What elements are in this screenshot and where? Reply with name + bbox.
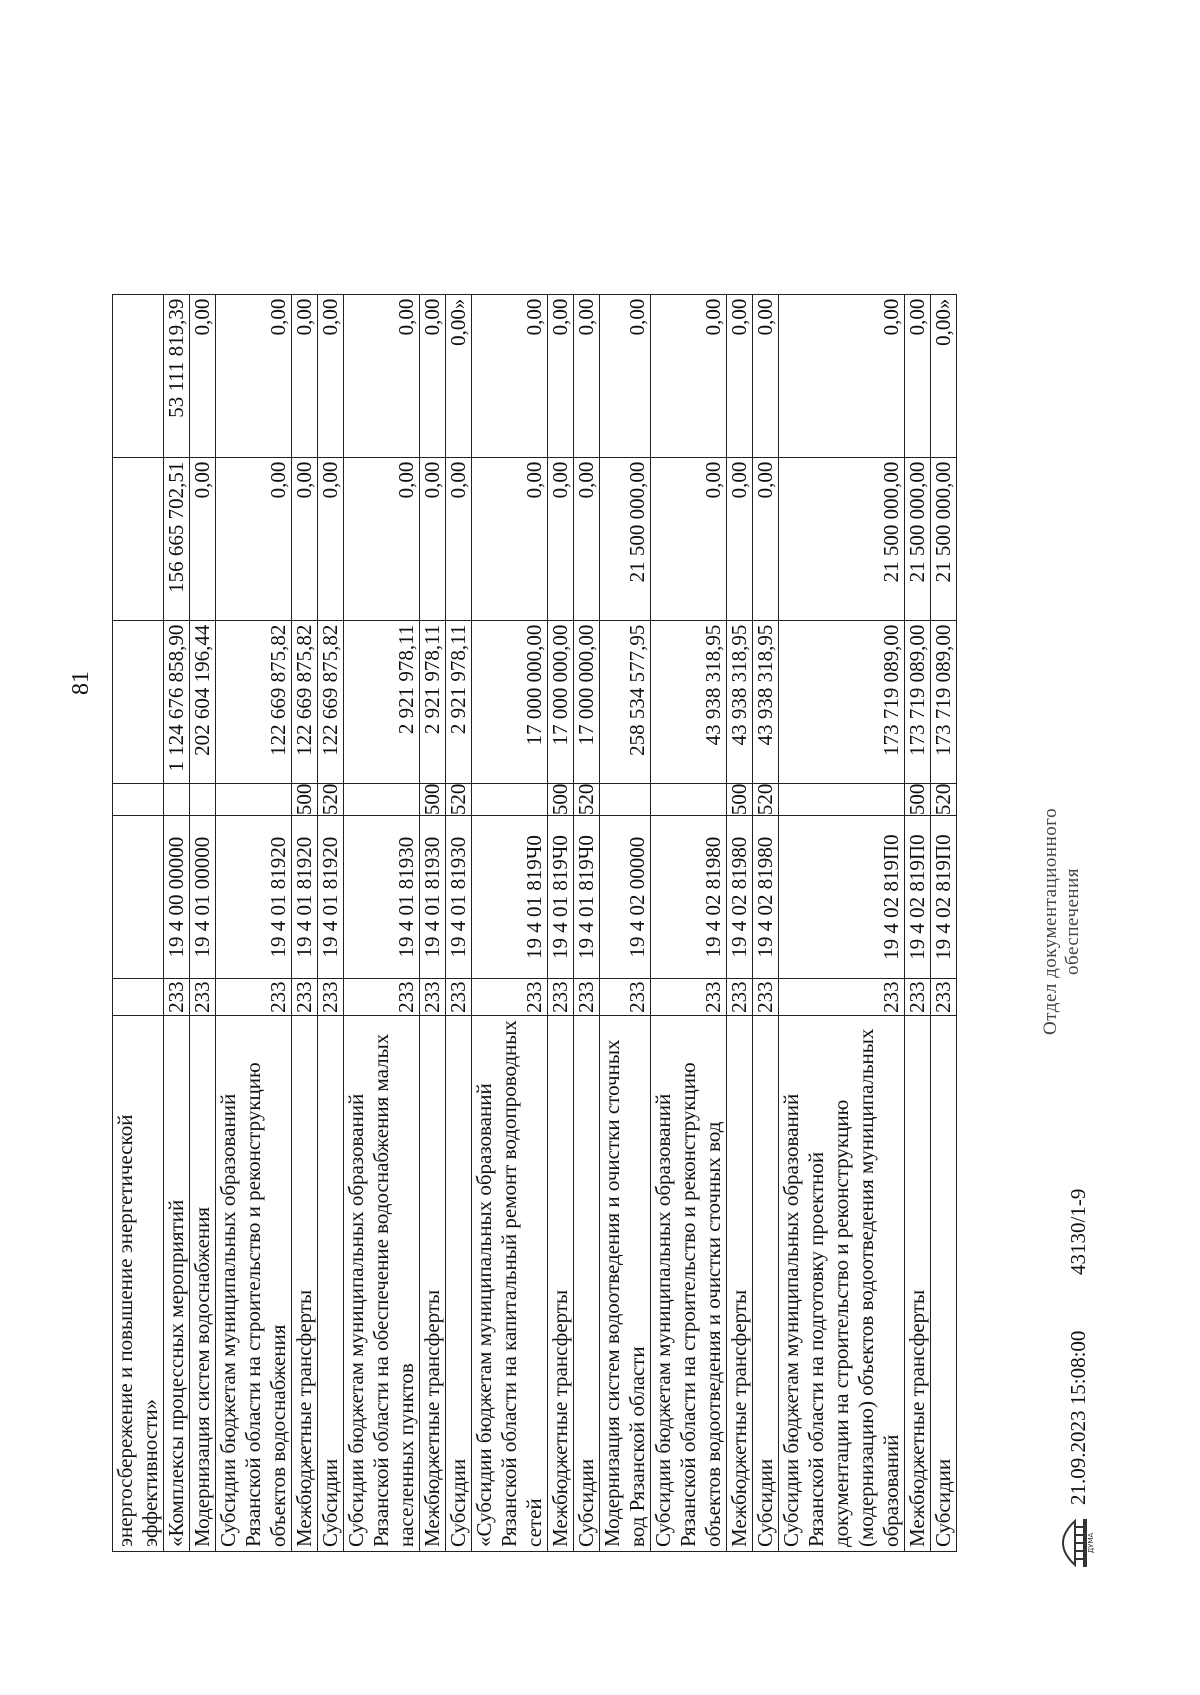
amount-year-3: 0,00 [548,294,574,457]
expense-type: 500 [420,783,444,816]
row-name [779,1016,905,1552]
amount-year-1: 2 921 978,11 [446,620,472,783]
expense-type [600,783,651,816]
target-article [113,816,164,979]
row-name-line: Межбюджетные трансферты [420,1289,444,1547]
amount-year-1: 202 604 196,44 [190,620,216,783]
stamp-line-1: Отдел документационного [1040,807,1061,1035]
row-name [600,1016,651,1552]
expense-type [190,783,216,816]
expense-type [344,783,420,816]
row-name-line: Межбюджетные трансферты [727,1289,751,1547]
amount-year-2: 0,00 [216,457,292,620]
page-number: 81 [68,671,94,695]
expense-type: 500 [727,783,751,816]
amount-year-1 [113,620,164,783]
table-row [344,294,420,1551]
target-article: 19 4 02 819П0 [931,816,957,979]
amount-year-1: 173 719 089,00 [905,620,931,783]
amount-year-2: 21 500 000,00 [600,457,651,620]
table-row [216,294,292,1551]
row-name [753,1016,779,1552]
stamp-line-2: обеспечения [1062,867,1083,975]
row-name [574,1016,600,1552]
expense-type [216,783,292,816]
row-name-line: Субсидии бюджетам муниципальных образований [216,1093,240,1547]
row-name-line: Субсидии [446,1458,470,1547]
amount-year-1: 43 938 318,95 [753,620,779,783]
admin-code: 233 [574,979,600,1016]
amount-year-3: 0,00 [651,294,727,457]
expense-type [651,783,727,816]
admin-code: 233 [292,979,318,1016]
table-row [292,294,318,1551]
amount-year-1: 43 938 318,95 [651,620,727,783]
svg-text:ДУМА: ДУМА [1087,1532,1095,1554]
row-name [651,1016,727,1552]
amount-year-2: 0,00 [472,457,548,620]
row-name-line: Субсидии бюджетам муниципальных образований [344,1093,368,1547]
amount-year-1: 1 124 676 858,90 [164,620,190,783]
expense-type: 520 [318,783,342,816]
table-row [779,294,905,1551]
expense-type: 520 [446,783,470,816]
table-row [651,294,727,1551]
row-name [190,1016,216,1552]
table-row [931,294,957,1551]
row-name [113,1016,164,1552]
amount-year-3: 0,00 [905,294,931,457]
row-name-line: сетей [522,1498,546,1547]
row-name-line: энергосбережение и повышение энергетической [113,1114,137,1547]
table-row [318,294,344,1551]
amount-year-3: 0,00 [216,294,292,457]
amount-year-3: 0,00 [600,294,651,457]
budget-table-body [113,294,957,1551]
target-article: 19 4 01 00000 [190,816,216,979]
admin-code: 233 [651,979,727,1016]
row-name-line: Межбюджетные трансферты [292,1289,316,1547]
table-row [905,294,931,1551]
row-name [292,1016,318,1552]
row-name-line: Рязанской области на обеспечение водоснабжения малых [369,1033,393,1547]
table-row [446,294,472,1551]
row-name-line: Модернизация систем водоотведения и очистки сточных [600,1039,624,1547]
amount-year-2: 0,00 [548,457,574,620]
expense-type: 520 [574,783,598,816]
row-name [216,1016,292,1552]
admin-code: 233 [905,979,931,1016]
amount-year-1: 122 669 875,82 [292,620,318,783]
row-name-line: образований [879,1434,903,1547]
table-row [727,294,753,1551]
row-name-line: объектов водоснабжения [266,1324,290,1547]
amount-year-1: 43 938 318,95 [727,620,753,783]
row-name-line: «Субсидии бюджетам муниципальных образований [472,1083,496,1547]
admin-code: 233 [216,979,292,1016]
table-row [190,294,216,1551]
admin-code [113,979,164,1016]
amount-year-3: 0,00» [446,294,472,457]
admin-code: 233 [548,979,574,1016]
amount-year-3 [113,294,164,457]
footer-doc-code: 43130/1-9 [1066,1188,1090,1275]
amount-year-1: 122 669 875,82 [216,620,292,783]
admin-code: 233 [472,979,548,1016]
admin-code: 233 [318,979,344,1016]
row-name-line: Субсидии [318,1458,342,1547]
expense-type [779,783,905,816]
expense-type: 500 [548,783,572,816]
row-name-line: Рязанской области на строительство и реконструкцию [676,1062,700,1547]
amount-year-3: 0,00 [318,294,344,457]
amount-year-2: 0,00 [446,457,472,620]
target-article: 19 4 02 81980 [753,816,779,979]
admin-code: 233 [420,979,446,1016]
target-article: 19 4 02 00000 [600,816,651,979]
amount-year-2: 0,00 [318,457,344,620]
amount-year-2: 21 500 000,00 [905,457,931,620]
row-name-line: вод Рязанской области [625,1346,649,1547]
expense-type: 520 [753,783,777,816]
amount-year-2: 0,00 [344,457,420,620]
row-name-line: (модернизацию) объектов водоотведения муниципальных [854,1028,878,1547]
table-row [420,294,446,1551]
admin-code: 233 [753,979,779,1016]
target-article: 19 4 01 819Ч0 [574,816,600,979]
table-row [753,294,779,1551]
amount-year-3: 0,00 [753,294,779,457]
table-row [164,294,190,1551]
amount-year-1: 2 921 978,11 [420,620,446,783]
admin-code: 233 [344,979,420,1016]
row-name-line: «Комплексы процессных мероприятий [164,1199,188,1547]
table-row [600,294,651,1551]
target-article: 19 4 01 81930 [344,816,420,979]
target-article: 19 4 01 819Ч0 [472,816,548,979]
amount-year-2: 21 500 000,00 [931,457,957,620]
expense-type [472,783,548,816]
admin-code: 233 [931,979,957,1016]
amount-year-1: 17 000 000,00 [574,620,600,783]
row-name-line: Субсидии бюджетам муниципальных образований [779,1093,803,1547]
amount-year-1: 17 000 000,00 [548,620,574,783]
row-name-line: Межбюджетные трансферты [548,1289,572,1547]
row-name-line: Рязанской области на капитальный ремонт водопроводных [497,1020,521,1547]
row-name [446,1016,472,1552]
amount-year-3: 0,00» [931,294,957,457]
table-row [574,294,600,1551]
amount-year-1: 173 719 089,00 [779,620,905,783]
admin-code: 233 [727,979,753,1016]
amount-year-2: 0,00 [753,457,779,620]
target-article: 19 4 01 819Ч0 [548,816,574,979]
target-article: 19 4 01 81920 [216,816,292,979]
row-name [164,1016,190,1552]
amount-year-3: 53 111 819,39 [164,294,190,457]
admin-code: 233 [779,979,905,1016]
amount-year-3: 0,00 [574,294,600,457]
target-article: 19 4 01 81920 [292,816,318,979]
target-article: 19 4 02 81980 [727,816,753,979]
row-name [548,1016,574,1552]
amount-year-1: 2 921 978,11 [344,620,420,783]
table-row [548,294,574,1551]
amount-year-2: 0,00 [651,457,727,620]
duma-logo-icon [1045,1513,1093,1573]
amount-year-2 [113,457,164,620]
amount-year-2: 21 500 000,00 [779,457,905,620]
amount-year-2: 156 665 702,51 [164,457,190,620]
row-name-line: Межбюджетные трансферты [905,1289,929,1547]
table-row [113,294,164,1551]
amount-year-3: 0,00 [472,294,548,457]
row-name-line: эффективности» [138,1398,162,1547]
footer-date: 21.09.2023 15:08:00 [1066,1330,1090,1505]
row-name [931,1016,957,1552]
admin-code: 233 [164,979,190,1016]
row-name-line: Рязанской области на подготовку проектной [804,1151,828,1547]
row-name [420,1016,446,1552]
target-article: 19 4 02 81980 [651,816,727,979]
row-name [727,1016,753,1552]
expense-type [113,783,164,816]
amount-year-2: 0,00 [190,457,216,620]
amount-year-3: 0,00 [190,294,216,457]
row-name-line: населенных пунктов [394,1363,418,1547]
amount-year-3: 0,00 [344,294,420,457]
amount-year-1: 17 000 000,00 [472,620,548,783]
row-name-line: Модернизация систем водоснабжения [190,1206,214,1547]
row-name-line: объектов водоотведения и очистки сточных вод [701,1121,725,1547]
target-article: 19 4 01 81930 [420,816,446,979]
expense-type: 500 [905,783,929,816]
expense-type: 520 [931,783,955,816]
target-article: 19 4 02 819П0 [779,816,905,979]
amount-year-3: 0,00 [779,294,905,457]
row-name [905,1016,931,1552]
admin-code: 233 [446,979,472,1016]
amount-year-3: 0,00 [727,294,753,457]
amount-year-2: 0,00 [727,457,753,620]
amount-year-2: 0,00 [420,457,446,620]
target-article: 19 4 00 00000 [164,816,190,979]
row-name [472,1016,548,1552]
target-article: 19 4 02 819П0 [905,816,931,979]
budget-table [112,294,957,1552]
expense-type: 500 [292,783,316,816]
amount-year-3: 0,00 [420,294,446,457]
department-stamp [1040,808,1084,1035]
amount-year-2: 0,00 [292,457,318,620]
row-name-line: Субсидии [753,1458,777,1547]
admin-code: 233 [190,979,216,1016]
row-name-line: Субсидии [931,1458,955,1547]
admin-code: 233 [600,979,651,1016]
row-name-line: Рязанской области на строительство и реконструкцию [241,1062,265,1547]
target-article: 19 4 01 81920 [318,816,344,979]
row-name-line: Субсидии бюджетам муниципальных образований [651,1093,675,1547]
amount-year-1: 122 669 875,82 [318,620,344,783]
row-name-line: документации на строительство и реконструкцию [829,1099,853,1547]
target-article: 19 4 01 81930 [446,816,472,979]
row-name [344,1016,420,1552]
expense-type [164,783,190,816]
amount-year-2: 0,00 [574,457,600,620]
table-row [472,294,548,1551]
amount-year-1: 258 534 577,95 [600,620,651,783]
row-name [318,1016,344,1552]
amount-year-3: 0,00 [292,294,318,457]
amount-year-1: 173 719 089,00 [931,620,957,783]
row-name-line: Субсидии [574,1458,598,1547]
